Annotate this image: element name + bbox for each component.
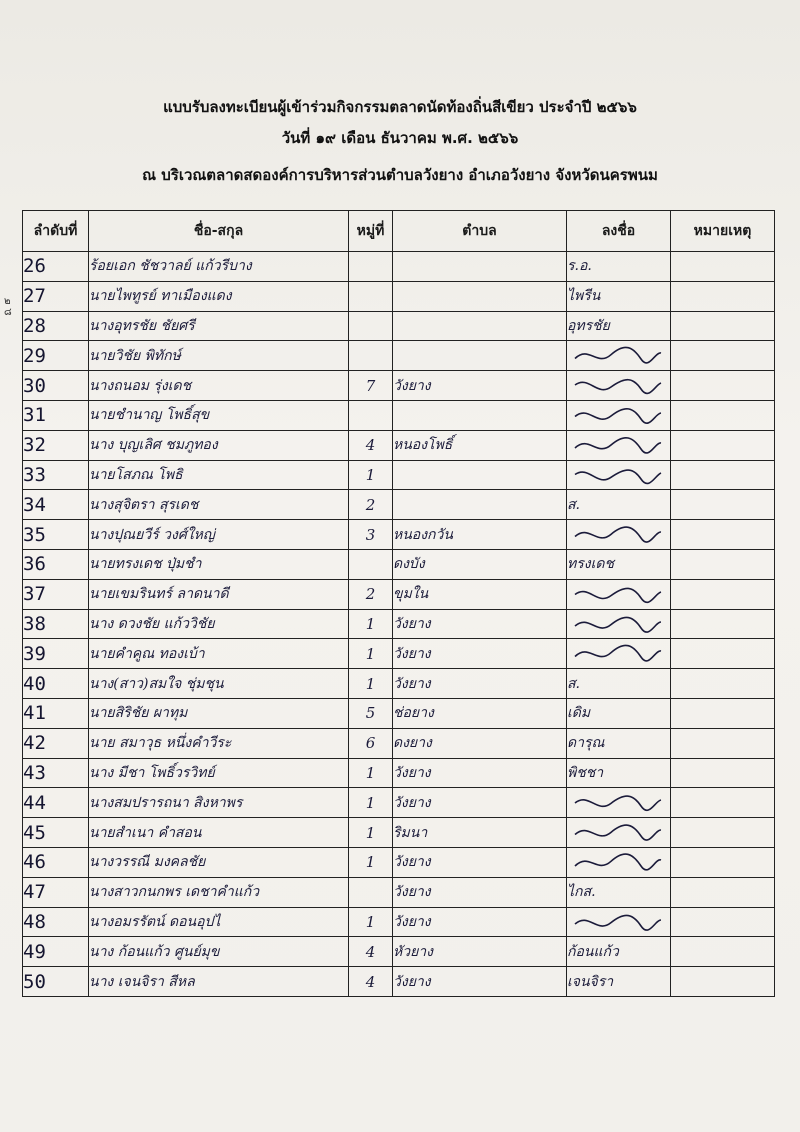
signature-scribble <box>571 641 663 667</box>
row-moo <box>349 549 393 579</box>
row-name: นาง เจนจิรา สีหล <box>89 967 349 997</box>
row-name: นาง(สาว)สมใจ ชุ่มชุน <box>89 669 349 699</box>
row-tambon: วังยาง <box>393 847 567 877</box>
row-moo: 7 <box>349 371 393 401</box>
row-number: 46 <box>23 847 89 877</box>
row-moo <box>349 400 393 430</box>
row-signature <box>567 579 671 609</box>
row-number: 49 <box>23 937 89 967</box>
row-name: นายเขมรินทร์ ลาดนาดี <box>89 579 349 609</box>
row-moo: 2 <box>349 579 393 609</box>
row-signature <box>567 460 671 490</box>
row-remarks <box>671 520 775 550</box>
row-signature: ทรงเดช <box>567 549 671 579</box>
table-row <box>23 907 775 937</box>
row-name: นายชำนาญ โพธิ์สุข <box>89 400 349 430</box>
row-number: 38 <box>23 609 89 639</box>
document-location: ณ บริเวณตลาดสดองค์การบริหารส่วนตำบลวังยาง อำเภอวังยาง จังหวัดนครพนม <box>142 166 658 184</box>
signature-scribble <box>571 373 663 399</box>
row-name: นายสำเนา คำสอน <box>89 818 349 848</box>
table-row <box>23 639 775 669</box>
column-header-moo: หมู่ที่ <box>349 211 393 252</box>
row-number: 50 <box>23 967 89 997</box>
row-remarks <box>671 818 775 848</box>
signature-scribble <box>571 522 663 548</box>
signature-scribble <box>571 582 663 608</box>
row-remarks <box>671 788 775 818</box>
row-number: 35 <box>23 520 89 550</box>
row-name: นาง ก้อนแก้ว ศูนย์มุข <box>89 937 349 967</box>
row-tambon: วังยาง <box>393 907 567 937</box>
row-number: 31 <box>23 400 89 430</box>
column-header-name: ชื่อ-สกุล <box>89 211 349 252</box>
row-number: 28 <box>23 311 89 341</box>
table-row <box>23 311 775 341</box>
table-row <box>23 579 775 609</box>
row-name: นางถนอม รุ่งเดช <box>89 371 349 401</box>
row-remarks <box>671 579 775 609</box>
row-number: 33 <box>23 460 89 490</box>
table-row <box>23 877 775 907</box>
row-number: 32 <box>23 430 89 460</box>
row-signature: พิชชา <box>567 758 671 788</box>
signature-scribble <box>571 612 663 638</box>
row-moo: 1 <box>349 788 393 818</box>
row-tambon: วังยาง <box>393 609 567 639</box>
row-signature <box>567 341 671 371</box>
row-remarks <box>671 639 775 669</box>
row-remarks <box>671 728 775 758</box>
row-name: นางสุจิตรา สุรเดช <box>89 490 349 520</box>
row-remarks <box>671 341 775 371</box>
registration-table <box>22 210 775 997</box>
row-moo: 1 <box>349 609 393 639</box>
table-row <box>23 609 775 639</box>
row-tambon: วังยาง <box>393 758 567 788</box>
row-tambon: ริมนา <box>393 818 567 848</box>
signature-scribble <box>571 463 663 489</box>
row-remarks <box>671 252 775 282</box>
row-moo: 4 <box>349 937 393 967</box>
row-moo: 4 <box>349 967 393 997</box>
row-signature: ร.อ. <box>567 252 671 282</box>
row-signature: ไพรีน <box>567 281 671 311</box>
row-name: นางปุณยวีร์ วงศ์ใหญ่ <box>89 520 349 550</box>
row-name: นางอมรรัตน์ ดอนอุปไ <box>89 907 349 937</box>
row-number: 37 <box>23 579 89 609</box>
row-moo: 3 <box>349 520 393 550</box>
row-moo: 1 <box>349 907 393 937</box>
signature-scribble <box>571 343 663 369</box>
row-number: 47 <box>23 877 89 907</box>
row-signature <box>567 609 671 639</box>
row-name: นาย สมาวุธ หนึ่งคำวีระ <box>89 728 349 758</box>
row-moo <box>349 877 393 907</box>
row-tambon: หนองโพธิ์ <box>393 430 567 460</box>
row-name: นายทรงเดช ปุ่มชำ <box>89 549 349 579</box>
row-moo: 4 <box>349 430 393 460</box>
row-name: นาง ดวงชัย แก้ววิชัย <box>89 609 349 639</box>
row-tambon: วังยาง <box>393 371 567 401</box>
row-moo: 1 <box>349 758 393 788</box>
document-header <box>0 92 800 191</box>
row-signature: ก้อนแก้ว <box>567 937 671 967</box>
row-moo <box>349 252 393 282</box>
table-row <box>23 371 775 401</box>
row-tambon: วังยาง <box>393 669 567 699</box>
row-number: 41 <box>23 698 89 728</box>
row-tambon <box>393 341 567 371</box>
row-tambon: ดงยาง <box>393 728 567 758</box>
row-remarks <box>671 609 775 639</box>
table-row <box>23 520 775 550</box>
row-number: 36 <box>23 549 89 579</box>
row-tambon <box>393 400 567 430</box>
column-header-signature: ลงชื่อ <box>567 211 671 252</box>
row-moo: 5 <box>349 698 393 728</box>
row-number: 34 <box>23 490 89 520</box>
signature-scribble <box>571 403 663 429</box>
table-row <box>23 728 775 758</box>
row-signature: เจนจิรา <box>567 967 671 997</box>
row-number: 27 <box>23 281 89 311</box>
row-remarks <box>671 460 775 490</box>
row-name: นาง มีชา โพธิ์วรวิทย์ <box>89 758 349 788</box>
row-number: 40 <box>23 669 89 699</box>
row-tambon: หัวยาง <box>393 937 567 967</box>
row-remarks <box>671 847 775 877</box>
document-date: วันที่ ๑๙ เดือน ธันวาคม พ.ศ. ๒๕๖๖ <box>281 129 519 147</box>
row-signature <box>567 430 671 460</box>
row-moo: 1 <box>349 639 393 669</box>
table-row <box>23 937 775 967</box>
row-name: นางสมปรารถนา สิงหาพร <box>89 788 349 818</box>
row-number: 43 <box>23 758 89 788</box>
column-header-remarks: หมายเหตุ <box>671 211 775 252</box>
row-moo: 6 <box>349 728 393 758</box>
signature-scribble <box>571 790 663 816</box>
row-signature <box>567 847 671 877</box>
row-number: 26 <box>23 252 89 282</box>
row-tambon <box>393 490 567 520</box>
row-name: นายคำคูณ ทองเบ้า <box>89 639 349 669</box>
row-tambon <box>393 252 567 282</box>
row-signature: อุทรชัย <box>567 311 671 341</box>
table-row <box>23 341 775 371</box>
table-row <box>23 818 775 848</box>
table-row <box>23 669 775 699</box>
row-name: นาง บุญเลิศ ชมภูทอง <box>89 430 349 460</box>
row-signature: ดารุณ <box>567 728 671 758</box>
row-remarks <box>671 907 775 937</box>
row-remarks <box>671 549 775 579</box>
row-tambon: ช่อยาง <box>393 698 567 728</box>
row-signature <box>567 520 671 550</box>
table-row <box>23 549 775 579</box>
row-tambon: วังยาง <box>393 639 567 669</box>
signature-scribble <box>571 433 663 459</box>
row-name: นางอุทรชัย ชัยศรี <box>89 311 349 341</box>
row-remarks <box>671 400 775 430</box>
row-remarks <box>671 698 775 728</box>
row-signature: ส. <box>567 669 671 699</box>
row-name: ร้อยเอก ชัชวาลย์ แก้วรีบาง <box>89 252 349 282</box>
row-signature: ไกส. <box>567 877 671 907</box>
row-tambon <box>393 281 567 311</box>
row-moo: 2 <box>349 490 393 520</box>
row-name: นางสาวกนกพร เดชาคำแก้ว <box>89 877 349 907</box>
table-row <box>23 430 775 460</box>
row-moo: 1 <box>349 460 393 490</box>
row-moo: 1 <box>349 847 393 877</box>
row-remarks <box>671 669 775 699</box>
row-number: 39 <box>23 639 89 669</box>
row-name: นายไพทูรย์ ทาเมืองแดง <box>89 281 349 311</box>
signature-scribble <box>571 820 663 846</box>
row-tambon: หนองกวัน <box>393 520 567 550</box>
row-signature <box>567 400 671 430</box>
row-name: นายโสภณ โพธิ <box>89 460 349 490</box>
row-name: นางวรรณี มงคลชัย <box>89 847 349 877</box>
row-remarks <box>671 311 775 341</box>
table-row <box>23 252 775 282</box>
row-moo <box>349 341 393 371</box>
row-tambon <box>393 460 567 490</box>
signature-scribble <box>571 910 663 936</box>
margin-note: ๒ ๘ <box>4 296 12 318</box>
row-signature <box>567 788 671 818</box>
row-number: 29 <box>23 341 89 371</box>
row-tambon: วังยาง <box>393 788 567 818</box>
document-title: แบบรับลงทะเบียนผู้เข้าร่วมกิจกรรมตลาดนัดท้องถิ่นสีเขียว ประจำปี ๒๕๖๖ <box>163 98 637 116</box>
row-remarks <box>671 937 775 967</box>
row-moo: 1 <box>349 669 393 699</box>
row-name: นายวิชัย พิทักษ์ <box>89 341 349 371</box>
table-row <box>23 281 775 311</box>
row-number: 48 <box>23 907 89 937</box>
row-signature: เดิม <box>567 698 671 728</box>
row-tambon <box>393 311 567 341</box>
row-moo <box>349 281 393 311</box>
table-row <box>23 698 775 728</box>
table-row <box>23 847 775 877</box>
column-header-number: ลำดับที่ <box>23 211 89 252</box>
row-remarks <box>671 490 775 520</box>
row-number: 30 <box>23 371 89 401</box>
table-row <box>23 400 775 430</box>
row-number: 45 <box>23 818 89 848</box>
row-remarks <box>671 371 775 401</box>
row-remarks <box>671 430 775 460</box>
row-tambon: ขุมใน <box>393 579 567 609</box>
row-remarks <box>671 967 775 997</box>
row-number: 42 <box>23 728 89 758</box>
row-tambon: วังยาง <box>393 967 567 997</box>
row-remarks <box>671 758 775 788</box>
row-tambon: ดงบัง <box>393 549 567 579</box>
row-signature <box>567 907 671 937</box>
row-number: 44 <box>23 788 89 818</box>
row-remarks <box>671 877 775 907</box>
row-signature: ส. <box>567 490 671 520</box>
signature-scribble <box>571 850 663 876</box>
table-row <box>23 460 775 490</box>
table-row <box>23 758 775 788</box>
row-moo: 1 <box>349 818 393 848</box>
column-header-tambon: ตำบล <box>393 211 567 252</box>
row-tambon: วังยาง <box>393 877 567 907</box>
row-signature <box>567 818 671 848</box>
row-moo <box>349 311 393 341</box>
table-header-row <box>23 211 775 252</box>
row-signature <box>567 371 671 401</box>
table-row <box>23 490 775 520</box>
table-row <box>23 788 775 818</box>
row-signature <box>567 639 671 669</box>
row-remarks <box>671 281 775 311</box>
row-name: นายสิริชัย ผาทุม <box>89 698 349 728</box>
table-row <box>23 967 775 997</box>
